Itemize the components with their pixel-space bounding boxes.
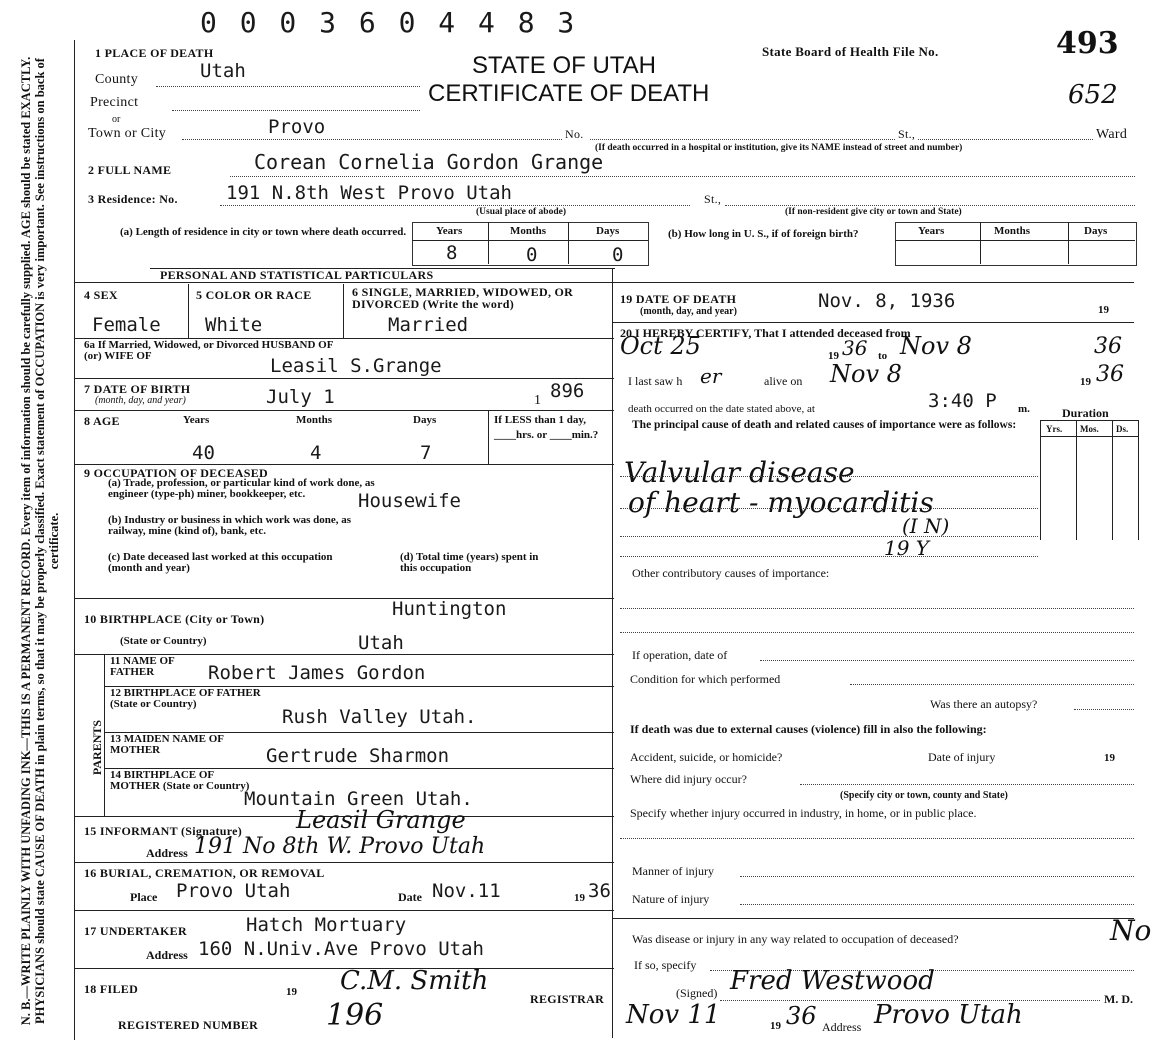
burial-year-prefix: 19	[574, 892, 585, 904]
dur-col2	[1076, 420, 1077, 540]
occupation-value: Housewife	[358, 490, 461, 512]
where-line	[800, 784, 1134, 785]
autopsy-line	[1074, 709, 1134, 710]
center-divider	[612, 268, 613, 1038]
condition-line	[850, 684, 1134, 685]
how-long-years-h: Years	[918, 225, 945, 237]
related-label: Was disease or injury in any way related to occupation of deceased?	[632, 932, 959, 946]
other-line1	[620, 608, 1134, 609]
dur-head-line	[1040, 436, 1138, 437]
length-div2	[568, 222, 569, 264]
how-long-head-line	[895, 240, 1135, 241]
manner-label: Manner of injury	[632, 864, 714, 878]
other-line2	[620, 632, 1134, 633]
ward-label: Ward	[1096, 127, 1128, 142]
file-label: State Board of Health File No.	[762, 44, 939, 59]
occupation-b-label: (b) Industry or business in which work was done, as railway, mine (kind of), bank, etc.	[108, 514, 352, 537]
where-label: Where did injury occur?	[630, 772, 747, 786]
mother-value: Gertrude Sharmon	[266, 745, 450, 767]
burial-place: Provo Utah	[176, 880, 291, 902]
right-top-line	[612, 282, 1134, 283]
if-so-label: If so, specify	[634, 958, 697, 972]
cause-line3: (I N)	[902, 514, 950, 538]
registered-value: 196	[326, 998, 384, 1033]
sign-year-prefix: 19	[770, 1020, 781, 1032]
left-border	[74, 40, 75, 1040]
mother-label: 13 MAIDEN NAME OF MOTHER	[110, 733, 224, 756]
sign-date: Nov 11	[626, 1000, 721, 1030]
filed-signature: C.M. Smith	[340, 966, 489, 996]
saw-year-prefix: 19	[1080, 376, 1091, 388]
death-date-line	[612, 322, 1134, 323]
row-7-line	[74, 410, 614, 411]
age-days-h: Days	[413, 414, 437, 426]
mother-bp-label: 14 BIRTHPLACE OF MOTHER (State or Country)	[110, 769, 250, 792]
length-days-h: Days	[596, 225, 620, 237]
row-8-line	[74, 464, 614, 465]
cause-line2: of heart - myocarditis	[628, 486, 934, 519]
birthplace-state-label: (State or Country)	[120, 635, 207, 647]
external-label: If death was due to external causes (violence) fill in also the following:	[630, 722, 987, 736]
precinct-line	[172, 110, 420, 111]
age-divider	[488, 410, 489, 464]
personal-header: PERSONAL AND STATISTICAL PARTICULARS	[160, 268, 434, 282]
operation-label: If operation, date of	[632, 648, 728, 662]
burial-label: 16 BURIAL, CREMATION, OR REMOVAL	[84, 866, 325, 880]
sign-address-label: Address	[822, 1020, 862, 1034]
where-note: (Specify city or town, county and State)	[840, 790, 1008, 801]
injury-date-label: Date of injury	[928, 750, 996, 764]
cause-line-d	[620, 556, 1038, 557]
birth-label: 7 DATE OF BIRTH	[84, 382, 191, 396]
county-value: Utah	[200, 60, 246, 82]
nonres-note: (If non-resident give city or town and State)	[785, 207, 962, 217]
town-label: Town or City	[88, 126, 167, 141]
related-value: No	[1110, 914, 1152, 947]
cause-line-a	[620, 476, 1038, 477]
row-6a-line	[74, 378, 614, 379]
row-16-line	[74, 910, 614, 911]
manner-line	[740, 876, 1134, 877]
cause-line4: 19 Y	[884, 536, 930, 560]
row-15-line	[74, 862, 614, 863]
duration-label: Duration	[1062, 406, 1109, 420]
occupation-a-label: (a) Trade, profession, or particular kind of work done, as engineer (type-ph) miner, bookkeeper, etc.	[108, 477, 375, 500]
saw-her: er	[700, 364, 722, 388]
length-label: (a) Length of residence in city or town where death occurred.	[120, 226, 407, 238]
county-label: County	[95, 72, 139, 87]
dur-col3	[1112, 420, 1113, 540]
length-div1	[488, 222, 489, 264]
physician-signature: Fred Westwood	[730, 966, 935, 996]
informant-address: 191 No 8th W. Provo Utah	[194, 834, 486, 859]
undertaker-value: Hatch Mortuary	[246, 914, 407, 936]
nature-line	[740, 904, 1134, 905]
sex-divider	[188, 284, 189, 338]
birth-year-prefix: 1	[534, 393, 542, 408]
st-line	[918, 139, 1093, 140]
filed-label: 18 FILED	[84, 982, 139, 996]
death-date-suffix: 19	[1098, 304, 1109, 316]
birth-value: July 1	[266, 386, 335, 408]
cause-label: The principal cause of death and related causes of importance were as follows:	[632, 419, 1017, 431]
cause-line-c	[620, 536, 1038, 537]
father-bp-label: 12 BIRTHPLACE OF FATHER (State or Country)	[110, 687, 261, 710]
undertaker-label: 17 UNDERTAKER	[84, 924, 187, 938]
age-label: 8 AGE	[84, 414, 120, 428]
full-name-line	[230, 176, 1135, 177]
parents-side-label: PARENTS	[90, 719, 105, 776]
or-label: or	[112, 114, 121, 125]
time-label: death occurred on the date stated above, at	[628, 403, 815, 415]
certify-from-year: 36	[842, 336, 868, 360]
town-value: Provo	[268, 116, 326, 138]
town-line	[182, 139, 562, 140]
sign-year: 36	[786, 1002, 817, 1030]
undertaker-address-label: Address	[146, 948, 188, 962]
nature-label: Nature of injury	[632, 892, 710, 906]
full-name-label: 2 FULL NAME	[88, 163, 172, 177]
registrar-label: REGISTRAR	[530, 992, 605, 1006]
how-long-months-h: Months	[994, 225, 1031, 237]
birthplace-state: Utah	[358, 632, 404, 654]
father-bp-value: Rush Valley Utah.	[282, 706, 477, 728]
death-date-sub: (month, day, and year)	[640, 306, 737, 317]
autopsy-label: Was there an autopsy?	[930, 697, 1038, 711]
length-months: 0	[526, 244, 538, 266]
residence-st: St.,	[704, 192, 722, 206]
st-label: St.,	[898, 127, 916, 141]
hospital-note: (If death occurred in a hospital or institution, give its NAME instead of street and number)	[595, 143, 963, 153]
length-years: 8	[446, 242, 458, 264]
residence-value: 191 N.8th West Provo Utah	[226, 182, 512, 204]
informant-label: 15 INFORMANT (Signature)	[84, 824, 243, 838]
birth-sub: (month, day, and year)	[95, 395, 186, 406]
certificate-number: 0 0 0 3 6 0 4 4 8 3	[200, 6, 578, 39]
color-divider	[343, 284, 344, 338]
length-head-line	[412, 240, 648, 241]
side-instructions: N. B.—WRITE PLAINLY WITH UNFADING INK—THIS IS A PERMANENT RECORD. Every item of information should be carefully supplied. AGE should be stated EXACTLY. PHYSICIANS should state CAUSE OF DEATH in plain terms, so that it may be properly classified. Exact statement of OCCUPATION is very important. See instructions on back of certificate.	[19, 56, 61, 1026]
birth-year: 896	[550, 380, 585, 402]
length-months-h: Months	[510, 225, 547, 237]
undertaker-address: 160 N.Univ.Ave Provo Utah	[198, 938, 484, 960]
length-days: 0	[612, 244, 624, 266]
how-long-days-h: Days	[1084, 225, 1108, 237]
length-years-h: Years	[436, 225, 463, 237]
death-date-value: Nov. 8, 1936	[818, 290, 956, 312]
dur-col1	[1040, 420, 1041, 540]
birthplace-city: Huntington	[392, 598, 507, 620]
birthplace-label: 10 BIRTHPLACE (City or Town)	[84, 612, 265, 626]
specify-label: Specify whether injury occurred in industry, in home, or in public place.	[630, 806, 977, 820]
dur-top	[1040, 420, 1138, 421]
certify-to: Nov 8	[900, 332, 972, 360]
burial-year: 36	[588, 880, 611, 902]
spouse-value: Leasil S.Grange	[270, 355, 442, 377]
time-value: 3:40 P	[928, 390, 997, 412]
title-state: STATE OF UTAH	[472, 52, 656, 79]
md-label: M. D.	[1104, 992, 1133, 1006]
operation-line	[760, 660, 1134, 661]
burial-date-label: Date	[398, 890, 422, 904]
certify-to-year: 36	[1094, 334, 1122, 359]
row-9-line	[74, 598, 614, 599]
spouse-label: 6a If Married, Widowed, or Divorced HUSBAND OF (or) WIFE OF	[84, 339, 334, 362]
father-label: 11 NAME OF FATHER	[110, 655, 175, 678]
mother-bp-value: Mountain Green Utah.	[244, 788, 473, 810]
saw-date: Nov 8	[830, 360, 902, 388]
age-months: 4	[310, 442, 322, 464]
burial-place-label: Place	[130, 890, 158, 904]
occupation-c-label: (c) Date deceased last worked at this occupation (month and year)	[108, 551, 333, 574]
occupation-d-label: (d) Total time (years) spent in this occupation	[400, 551, 539, 574]
sex-value: Female	[92, 314, 161, 336]
age-days: 7	[420, 442, 432, 464]
marital-label: 6 SINGLE, MARRIED, WIDOWED, OR DIVORCED (Write the word)	[352, 285, 574, 311]
residence-label: 3 Residence: No.	[88, 192, 178, 206]
specify-line	[620, 838, 1134, 839]
color-value: White	[205, 314, 263, 336]
age-less-than: If LESS than 1 day, ____hrs. or ____min.?	[494, 414, 599, 441]
cause-line-b	[620, 508, 1038, 509]
age-months-h: Months	[296, 414, 333, 426]
certify-to-label: to	[878, 350, 888, 362]
saw-label: I last saw h	[628, 374, 683, 388]
dur-ds: Ds.	[1116, 424, 1129, 434]
filed-year-prefix: 19	[286, 986, 297, 998]
age-years-h: Years	[183, 414, 210, 426]
full-name-value: Corean Cornelia Gordon Grange	[254, 150, 604, 174]
nature-bottom-line	[612, 918, 1134, 919]
dur-col4	[1138, 420, 1139, 540]
marital-value: Married	[388, 314, 469, 336]
file-number: 493	[1056, 26, 1119, 61]
alive-on-label: alive on	[764, 374, 803, 388]
how-long-label: (b) How long in U. S., if of foreign birth?	[668, 228, 859, 240]
no-label: No.	[565, 127, 584, 141]
county-line	[156, 86, 420, 87]
precinct-label: Precinct	[90, 95, 139, 110]
certify-text: 20 I HEREBY CERTIFY, That I attended deceased from	[620, 326, 911, 340]
informant-address-label: Address	[146, 846, 188, 860]
dur-mos: Mos.	[1080, 424, 1099, 434]
dur-yrs: Yrs.	[1046, 424, 1063, 434]
certify-from-prefix: 19	[828, 350, 839, 362]
father-value: Robert James Gordon	[208, 662, 426, 684]
no-line	[590, 139, 895, 140]
file-handwritten: 652	[1068, 80, 1118, 110]
condition-label: Condition for which performed	[630, 672, 781, 686]
injury-year-prefix: 19	[1104, 752, 1115, 764]
certify-from: Oct 25	[620, 332, 701, 360]
age-years: 40	[192, 442, 215, 464]
residence-st-line	[725, 205, 1135, 206]
how-long-div1	[980, 222, 981, 264]
saw-year: 36	[1096, 362, 1124, 387]
registered-label: REGISTERED NUMBER	[118, 1018, 259, 1032]
informant-signature: Leasil Grange	[296, 806, 466, 834]
m-label: m.	[1018, 403, 1030, 415]
title-certificate: CERTIFICATE OF DEATH	[428, 80, 710, 107]
occupation-label: 9 OCCUPATION OF DECEASED	[84, 466, 268, 480]
burial-date: Nov.11	[432, 880, 501, 902]
sex-label: 4 SEX	[84, 288, 118, 302]
cause-line1: Valvular disease	[624, 456, 855, 489]
residence-line	[220, 205, 690, 206]
color-label: 5 COLOR OR RACE	[196, 288, 312, 302]
accident-label: Accident, suicide, or homicide?	[630, 750, 783, 764]
place-of-death-label: 1 PLACE OF DEATH	[95, 46, 214, 60]
death-date-label: 19 DATE OF DEATH	[620, 292, 737, 306]
other-causes-label: Other contributory causes of importance:	[632, 566, 830, 580]
usual-note: (Usual place of abode)	[476, 207, 566, 217]
signed-label: (Signed)	[676, 986, 718, 1000]
how-long-div2	[1068, 222, 1069, 264]
sign-address: Provo Utah	[874, 1000, 1023, 1030]
